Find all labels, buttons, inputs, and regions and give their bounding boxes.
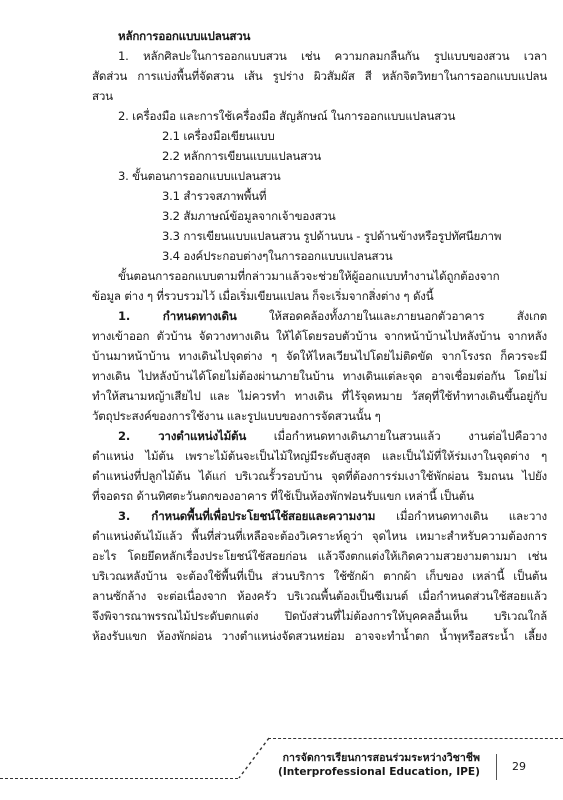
paragraph-line: ข้อมูล ต่าง ๆ ที่รวบรวมไว้ เมื่อเริ่มเขียนแปลน ก็จะเริ่มจากสิ่งต่าง ๆ ดังนี้ — [92, 289, 434, 303]
paragraph-line: ที่จอดรถ ด้านทิศตะวันตกของอาคาร ที่ใช้เป็นห้องพักฟอนรับแขก เหล่านี้ เป็นต้น — [92, 489, 474, 503]
bold-lead-walkway: 1. กำหนดทางเดิน — [118, 309, 237, 323]
paragraph-line: 2. วางตำแหน่งไม้ต้น เมื่อกำหนดทางเดินภายในสวนแล้ว งานต่อไปคือวาง — [118, 429, 547, 443]
sub-list-item: 3.2 สัมภาษณ์ข้อมูลจากเจ้าของสวน — [162, 209, 336, 223]
sub-list-item: 2.2 หลักการเขียนแบบแปลนสวน — [162, 149, 322, 163]
paragraph-line: บริเวณหลังบ้าน จะต้องใช้พื้นที่เป็น ส่วนบริการ ใช้ซักผ้า ตากผ้า เก็บของ เหล่านี้ เป็นต้น — [92, 569, 547, 583]
section-heading: หลักการออกแบบแปลนสวน — [118, 29, 251, 43]
footer-divider-bottom — [0, 778, 238, 779]
paragraph-line: ห้องรับแขก ห้องพักผ่อน วางตำแหน่งจัดสวนหย่อม อาจจะทำน้ำตก น้ำพุหรือสระน้ำ เลี้ยง — [92, 629, 547, 643]
paragraph-line: อะไร โดยยึดหลักเรื่องประโยชน์ใช้สอยก่อน แล้วจึงตกแต่งให้เกิดความสวยงามตามมา เช่น — [92, 549, 547, 563]
paragraph-line: ตำแหน่ง ไม้ต้น เพราะไม้ต้นจะเป็นไม้ใหญ่มีระดับสูงสุด และเป็นไม้ที่ให้ร่มเงาในจุดต่าง ๆ — [92, 449, 547, 463]
sub-list-item: 3.3 การเขียนแบบแปลนสวน รูปด้านบน - รูปด้านข้างหรือรูปทัศนียภาพ — [162, 229, 502, 243]
paragraph-line: ขั้นตอนการออกแบบตามที่กล่าวมาแล้วจะช่วยให้ผู้ออกแบบทำงานได้ถูกต้องจาก — [118, 269, 500, 283]
footer-divider-slant — [236, 736, 272, 780]
paragraph-line: ทำให้สนามหญ้าเสียไป และ ไม่ควรทำ ทางเดิน ที่ไร้จุดหมาย วัสดุที่ใช้ทำทางเดินขึ้นอยู่กับ — [92, 389, 547, 403]
paragraph-line: ตำแหน่งต้นไม้แล้ว พื้นที่ส่วนที่เหลือจะต้องวิเคราะห์ดูว่า จุดไหน เหมาะสำหรับความต้องการ — [92, 529, 547, 543]
bold-lead-trees: 2. วางตำแหน่งไม้ต้น — [118, 429, 247, 443]
paragraph-line: ตำแหน่งที่ปลูกไม้ต้น ได้แก่ บริเวณรั้วรอบบ้าน จุดที่ต้องการร่มเงาใช้พักผ่อน ริมถนน ไปยัง — [92, 469, 547, 483]
paragraph-line: บ้านมาหน้าบ้าน ทางเดินไปจุดต่าง ๆ จัดให้ไหลเวียนไปโดยไม่ติดขัด จากโรงรถ ก็ควรจะมี — [92, 349, 547, 363]
paragraph-line: สวน — [92, 89, 113, 103]
footer-subtitle: (Interprofessional Education, IPE) — [277, 766, 480, 778]
paragraph-line: วัตถุประสงค์ของการใช้งาน และรูปแบบของการจัดสวนนั้น ๆ — [92, 409, 381, 423]
page-number: 29 — [496, 754, 541, 780]
footer-title: การจัดการเรียนการสอนร่วมระหว่างวิชาชีพ — [282, 752, 480, 764]
paragraph-line: 1. กำหนดทางเดิน ให้สอดคล้องทั้งภายในและภายนอกตัวอาคาร สังเกต — [118, 309, 547, 323]
paragraph-line: ทางเดิน ไปหลังบ้านได้โดยไม่ต้องผ่านภายในบ้าน ทางเดินแต่ละจุด อาจเชื่อมต่อกัน โดยไม่ — [92, 369, 547, 383]
bold-lead-usage-area: 3. กำหนดพื้นที่เพื่อประโยชน์ใช้สอยและความงาม — [118, 509, 376, 523]
list-item: 3. ขั้นตอนการออกแบบแปลนสวน — [118, 169, 281, 183]
sub-list-item: 2.1 เครื่องมือเขียนแบบ — [162, 129, 275, 143]
footer-divider-top — [268, 738, 563, 739]
sub-list-item: 3.1 สำรวจสภาพพื้นที่ — [162, 189, 267, 203]
paragraph-line: 1. หลักศิลปะในการออกแบบสวน เช่น ความกลมกลืนกัน รูปแบบของสวน เวลา — [118, 49, 547, 63]
paragraph-line: 3. กำหนดพื้นที่เพื่อประโยชน์ใช้สอยและความงาม เมื่อกำหนดทางเดิน และวาง — [118, 509, 547, 523]
paragraph-line: สัดส่วน การแบ่งพื้นที่จัดสวน เส้น รูปร่าง ผิวสัมผัส สี หลักจิตวิทยาในการออกแบบแปลน — [92, 69, 547, 83]
paragraph-line: ลานซักล้าง จะต่อเนื่องจาก ห้องครัว บริเวณพื้นต้องเป็นซีเมนต์ เมื่อกำหนดส่วนใช้สอยแล้ว — [92, 589, 547, 603]
sub-list-item: 3.4 องค์ประกอบต่างๆในการออกแบบแปลนสวน — [162, 249, 393, 263]
paragraph-line: ทางเข้าออก ตัวบ้าน จัดวางทางเดิน ให้ได้โดยรอบตัวบ้าน จากหน้าบ้านไปหลังบ้าน จากหลัง — [92, 329, 547, 343]
paragraph-line: จึงพิจารณาพรรณไม้ประดับตกแต่ง ปิดบังส่วนที่ไม่ต้องการให้บุคคลอื่นเห็น บริเวณใกล้ — [92, 609, 547, 623]
list-item: 2. เครื่องมือ และการใช้เครื่องมือ สัญลักษณ์ ในการออกแบบแปลนสวน — [118, 109, 456, 123]
